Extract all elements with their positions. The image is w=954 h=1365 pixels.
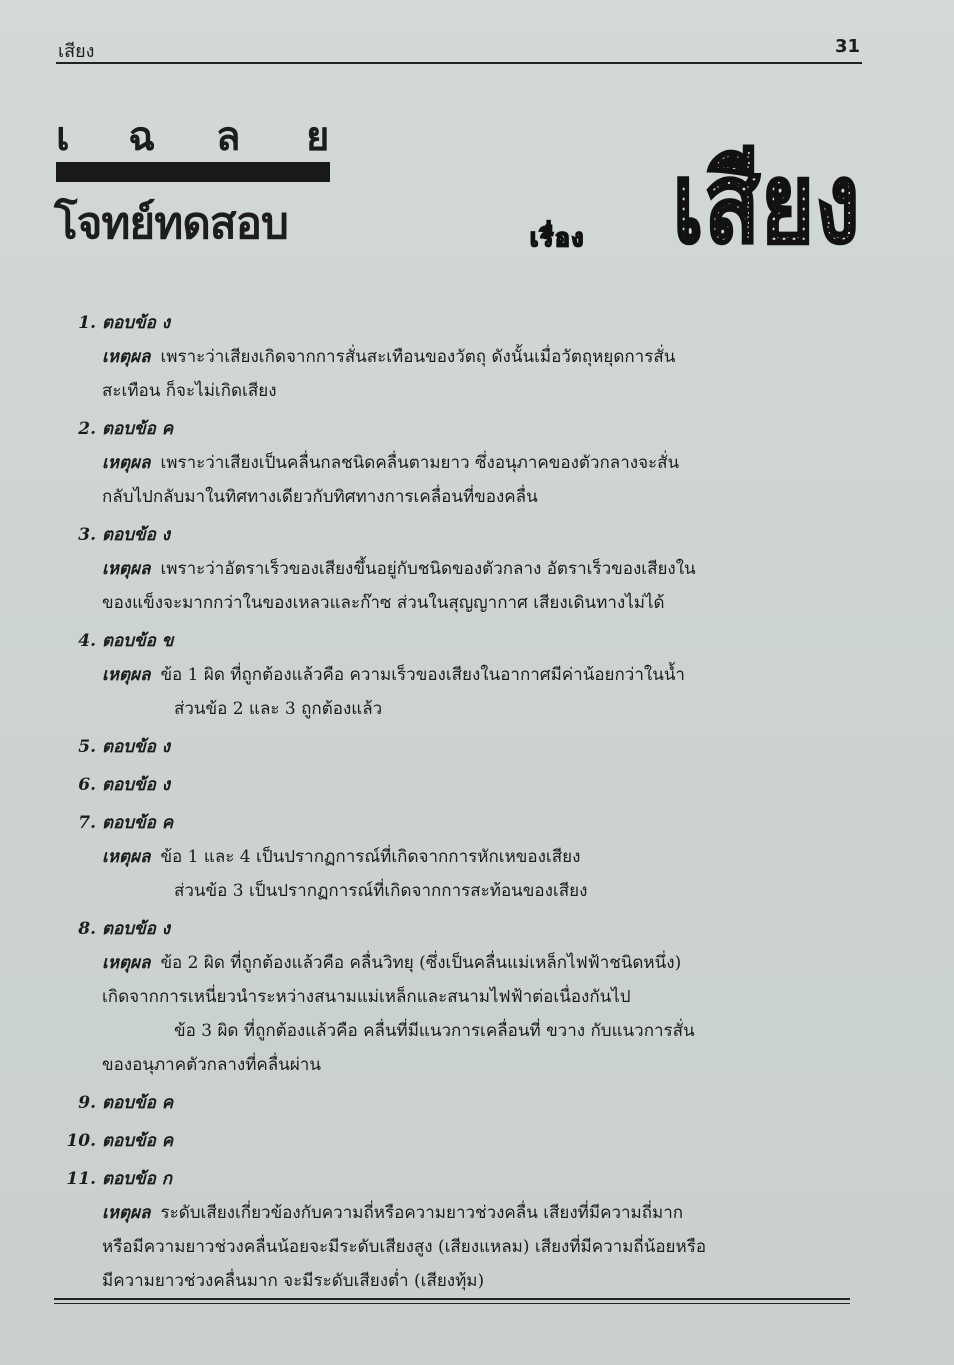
reason-text: เพราะว่าเสียงเกิดจากการสั่นสะเทือนของวัตถุ ดังนั้นเมื่อวัตถุหยุดการสั่น <box>160 347 676 367</box>
item-number: 5. <box>78 737 96 757</box>
answer-item <box>56 1124 736 1158</box>
answer-item <box>56 1162 736 1298</box>
item-number: 8. <box>78 919 96 939</box>
answer-choice: ตอบข้อ ง <box>102 313 171 333</box>
banner-char-4: ย <box>306 114 330 160</box>
answer-line <box>56 412 736 446</box>
answer-item <box>56 412 736 514</box>
reason-line <box>56 1196 736 1230</box>
reason-text: ระดับเสียงเกี่ยวข้องกับความถี่หรือความยาวช่วงคลื่น เสียงที่มีความถี่มาก <box>160 1203 684 1223</box>
item-number: 2. <box>78 419 96 439</box>
answer-choice: ตอบข้อ ก <box>102 1169 173 1189</box>
reason-label: เหตุผล <box>102 1203 151 1223</box>
answer-line <box>56 730 736 764</box>
item-number: 7. <box>78 813 96 833</box>
answer-line <box>56 1124 736 1158</box>
answer-item <box>56 306 736 408</box>
reason-label: เหตุผล <box>102 559 151 579</box>
reason-text: เพราะว่าเสียงเป็นคลื่นกลชนิดคลื่นตามยาว ซึ่งอนุภาคของตัวกลางจะสั่น <box>160 453 680 473</box>
answer-item <box>56 912 736 1082</box>
reason-label: เหตุผล <box>102 453 151 473</box>
reason-indented: ส่วนข้อ 2 และ 3 ถูกต้องแล้ว <box>174 699 383 719</box>
answer-choice: ตอบข้อ ค <box>102 1131 174 1151</box>
reason-continuation: เกิดจากการเหนี่ยวนำระหว่างสนามแม่เหล็กและสนามไฟฟ้าต่อเนื่องกันไป <box>102 987 631 1007</box>
footer-rule-thin <box>54 1303 850 1304</box>
footer-rule <box>54 1298 850 1300</box>
reason-text: ข้อ 1 ผิด ที่ถูกต้องแล้วคือ ความเร็วของเสียงในอากาศมีค่าน้อยกว่าในน้ำ <box>160 665 685 685</box>
banner-subtitle: โจทย์ทดสอบ <box>54 198 288 249</box>
answer-choice: ตอบข้อ ง <box>102 775 171 795</box>
reason-label: เหตุผล <box>102 953 151 973</box>
answer-line <box>56 806 736 840</box>
running-header-section: เสียง <box>58 41 95 62</box>
answer-choice: ตอบข้อ ง <box>102 919 171 939</box>
reason-indented: ส่วนข้อ 3 เป็นปรากฏการณ์ที่เกิดจากการสะท้อนของเสียง <box>174 881 588 901</box>
answer-choice: ตอบข้อ ค <box>102 813 174 833</box>
item-number: 9. <box>78 1093 96 1113</box>
reason-line <box>56 552 736 586</box>
item-number: 10. <box>66 1131 96 1151</box>
answer-line <box>56 624 736 658</box>
item-number: 1. <box>78 313 96 333</box>
answer-item <box>56 1086 736 1120</box>
answer-line <box>56 518 736 552</box>
banner-bar <box>56 162 330 182</box>
topic-prefix: เรื่อง <box>530 224 586 252</box>
answer-line <box>56 1162 736 1196</box>
page-number: 31 <box>834 36 860 57</box>
item-number: 6. <box>78 775 96 795</box>
reason-line <box>56 658 736 692</box>
answer-line <box>56 306 736 340</box>
reason-continuation: กลับไปกลับมาในทิศทางเดียวกับทิศทางการเคลื่อนที่ของคลื่น <box>102 487 538 507</box>
answer-choice: ตอบข้อ ค <box>102 1093 174 1113</box>
banner-title <box>56 104 346 160</box>
reason-label: เหตุผล <box>102 665 151 685</box>
answer-item <box>56 806 736 908</box>
reason-continuation: ของอนุภาคตัวกลางที่คลื่นผ่าน <box>102 1055 321 1075</box>
reason-continuation: ของแข็งจะมากกว่าในของเหลวและก๊าซ ส่วนในสุญญากาศ เสียงเดินทางไม่ได้ <box>102 593 665 613</box>
item-number: 4. <box>78 631 96 651</box>
reason-continuation: มีความยาวช่วงคลื่นมาก จะมีระดับเสียงต่ำ (เสียงทุ้ม) <box>102 1271 485 1291</box>
answer-item <box>56 518 736 620</box>
reason-line <box>56 946 736 980</box>
reason-line <box>56 446 736 480</box>
answer-choice: ตอบข้อ ง <box>102 737 171 757</box>
answer-choice: ตอบข้อ ค <box>102 419 174 439</box>
reason-continuation: สะเทือน ก็จะไม่เกิดเสียง <box>102 381 277 401</box>
topic-title-graphic <box>672 126 862 269</box>
reason-label: เหตุผล <box>102 347 151 367</box>
answer-item <box>56 730 736 764</box>
reason-label: เหตุผล <box>102 847 151 867</box>
answer-list <box>56 306 736 1302</box>
answer-line <box>56 1086 736 1120</box>
reason-line <box>56 840 736 874</box>
answer-choice: ตอบข้อ ข <box>102 631 174 651</box>
answer-item <box>56 768 736 802</box>
reason-text: เพราะว่าอัตราเร็วของเสียงขึ้นอยู่กับชนิดของตัวกลาง อัตราเร็วของเสียงใน <box>160 559 696 579</box>
item-number: 11. <box>66 1169 96 1189</box>
reason-line <box>56 340 736 374</box>
answer-choice: ตอบข้อ ง <box>102 525 171 545</box>
header-rule <box>56 62 862 64</box>
reason-indented: ข้อ 3 ผิด ที่ถูกต้องแล้วคือ คลื่นที่มีแนวการเคลื่อนที่ ขวาง กับแนวการสั่น <box>174 1021 695 1041</box>
answer-line <box>56 912 736 946</box>
topic-title-text: เสียง <box>672 139 860 269</box>
item-number: 3. <box>78 525 96 545</box>
banner-char-3: ล <box>216 114 241 160</box>
answer-item <box>56 624 736 726</box>
reason-text: ข้อ 2 ผิด ที่ถูกต้องแล้วคือ คลื่นวิทยุ (ซึ่งเป็นคลื่นแม่เหล็กไฟฟ้าชนิดหนึ่ง) <box>160 953 682 973</box>
banner-char-2: ฉ <box>128 114 156 160</box>
answer-line <box>56 768 736 802</box>
reason-text: ข้อ 1 และ 4 เป็นปรากฏการณ์ที่เกิดจากการหักเหของเสียง <box>160 847 581 867</box>
topic-title <box>672 126 862 269</box>
reason-continuation: หรือมีความยาวช่วงคลื่นน้อยจะมีระดับเสียงสูง (เสียงแหลม) เสียงที่มีความถี่น้อยหรือ <box>102 1237 707 1257</box>
banner-char-1: เ <box>56 114 70 160</box>
